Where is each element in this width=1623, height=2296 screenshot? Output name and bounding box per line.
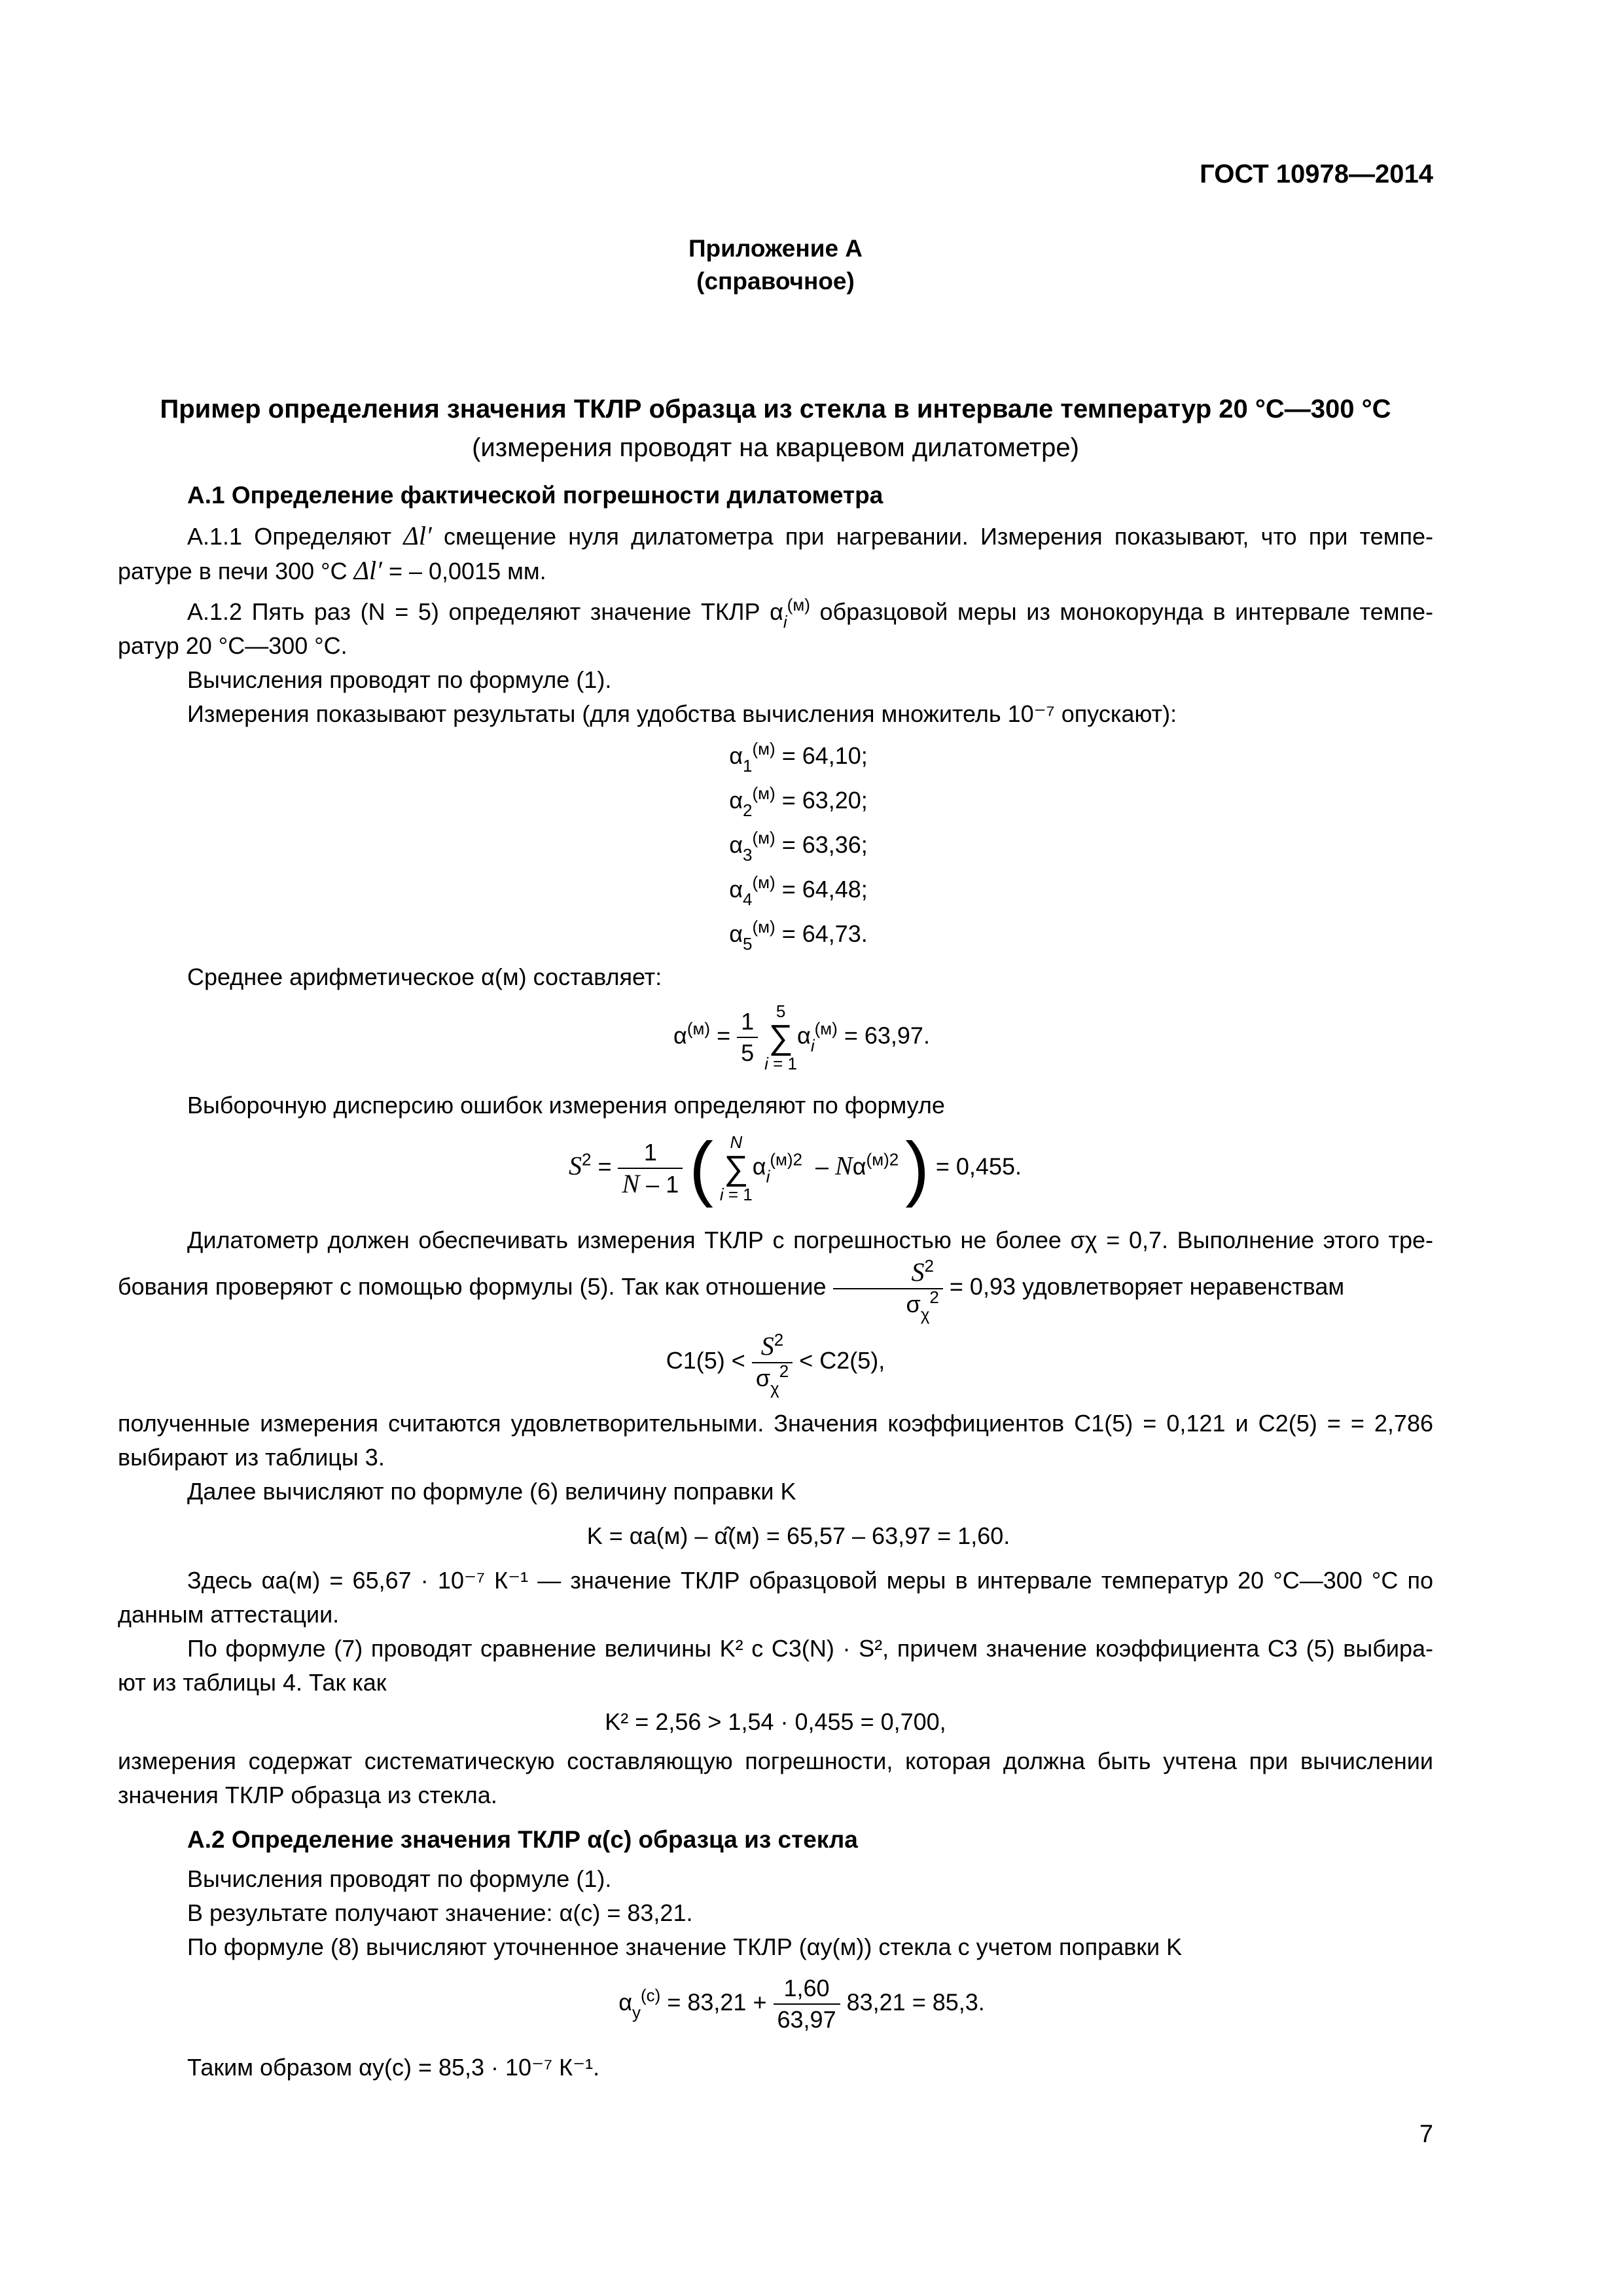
paragraph-a2-result: В результате получают значение: α(с) = 83,21. [187,1899,693,1926]
paragraph-formula-ref: Вычисления проводят по формуле (1). [187,666,612,693]
list-item: $\alpha_1^{(м)} = 64,10$; [729,739,868,776]
page-body [118,232,1433,2085]
paragraph-results-intro: Измерения показывают результаты (для удобства вычисления множитель 10⁻⁷ опускают): [187,700,1177,727]
variance-label: Выборочную дисперсию ошибок измерения определяют по формуле [187,1092,945,1119]
paragraph-correction: Далее вычисляют по формуле (6) величину поправки K [187,1478,796,1505]
list-item: $\alpha_2^{(м)} = 63,20$; [729,783,868,820]
inequality-formula: C1(5) < $\frac{S^2}{\sigma_\chi^2}$ < C2(5), [666,1330,885,1398]
section-a1-heading: А.1 Определение фактической погрешности дилатометра [187,482,883,509]
measurement-list [118,734,1433,956]
list-item: $\alpha_5^{(м)} = 64,73$. [729,917,868,954]
paragraph-comparison: По формуле (7) проводят сравнение величины K² с C3(N) · S², причем значение коэффициента C3 (5) выбира-ют из таблицы 4. Так как [118,1635,1433,1696]
document-subtitle: (измерения проводят на кварцевом дилатометре) [472,433,1079,462]
paragraph-a2-refined: По формуле (8) вычисляют уточненное значение ТКЛР (αу(м)) стекла с учетом поправки K [187,1933,1183,1960]
delta-l-symbol: Δl′ [403,521,432,550]
paragraph-a1-2: А.1.2 Пять раз (N = 5) определяют значение ТКЛР $\alpha_i^{(м)}$ образцовой меры из монокорунда в интервале темпе-ратур 20 °С—300 °С. [118,595,1433,659]
paragraph-reference-value: Здесь αa(м) = 65,67 · 10⁻⁷ К⁻¹ — значение ТКЛР образцовой меры в интервале температур 20 °С—300 °С по данным аттестации. [118,1567,1433,1628]
standard-number: ГОСТ 10978—2014 [1200,160,1433,188]
mean-label: Среднее арифметическое α(м) составляет: [187,963,662,990]
section-a2-heading: А.2 Определение значения ТКЛР α(с) образца из стекла [187,1826,858,1853]
paragraph-dilatometer-requirement: Дилатометр должен обеспечивать измерения ТКЛР с погрешностью не более σχ = 0,7. Выполнение этого тре-бования проверяют с помощью формулы (5). Так как отношение $\frac{S^2}{\sigma_\chi^2}$ = 0,93 удовлетворяет неравенствам [118,1227,1433,1324]
mean-formula: $\alpha^{(м)}$ = $\frac{1}{5}$ 5 ∑ $i = 1\alpha_i^{(м)} = 63,97$. [673,1001,930,1073]
paragraph-systematic-error: измерения содержат систематическую составляющую погрешности, которая должна быть учтена при вычислении значения ТКЛР образца из стекла. [118,1748,1433,1808]
page-number: 7 [1419,2121,1433,2148]
paragraph-a2-formula-ref: Вычисления проводят по формуле (1). [187,1865,612,1892]
list-item: $\alpha_3^{(м)} = 63,36$; [729,828,868,865]
variance-formula: $S^2$ = $\frac{1}{N - 1}$ ( N ∑ $i = 1\alpha_i^{(м)2} - N\alpha^{(м)2}$ ) = 0,455. [568,1128,1022,1208]
annex-label: Приложение А [688,235,863,262]
document-title: Пример определения значения ТКЛР образца из стекла в интервале температур 20 °С—300 °С [160,395,1391,423]
annex-type: (справочное) [696,268,855,295]
correction-formula: K = αa(м) – α̂(м) = 65,57 – 63,97 = 1,60. [586,1522,1010,1549]
list-item: $\alpha_4^{(м)} = 64,48$; [729,872,868,909]
k2-formula: K² = 2,56 > 1,54 · 0,455 = 0,700, [605,1708,946,1735]
refined-formula: $\alpha_у^{(с)} = 83,21$ + $\frac{1,60}{63,97}$ 83,21 = 85,3. [618,1975,985,2033]
paragraph-a2-conclusion: Таким образом αу(с) = 85,3 · 10⁻⁷ К⁻¹. [187,2054,600,2081]
paragraph-coefficients: полученные измерения считаются удовлетворительными. Значения коэффициентов C1(5) = 0,121 и C2(5) = = 2,786 выбирают из таблицы 3. [118,1410,1433,1471]
paragraph-a1-1: А.1.1 Определяют Δl′ смещение нуля дилатометра при нагревании. Измерения показывают, что при темпе-ратуре в печи 300 °С Δl′ = – 0,0015 мм. [118,521,1433,585]
